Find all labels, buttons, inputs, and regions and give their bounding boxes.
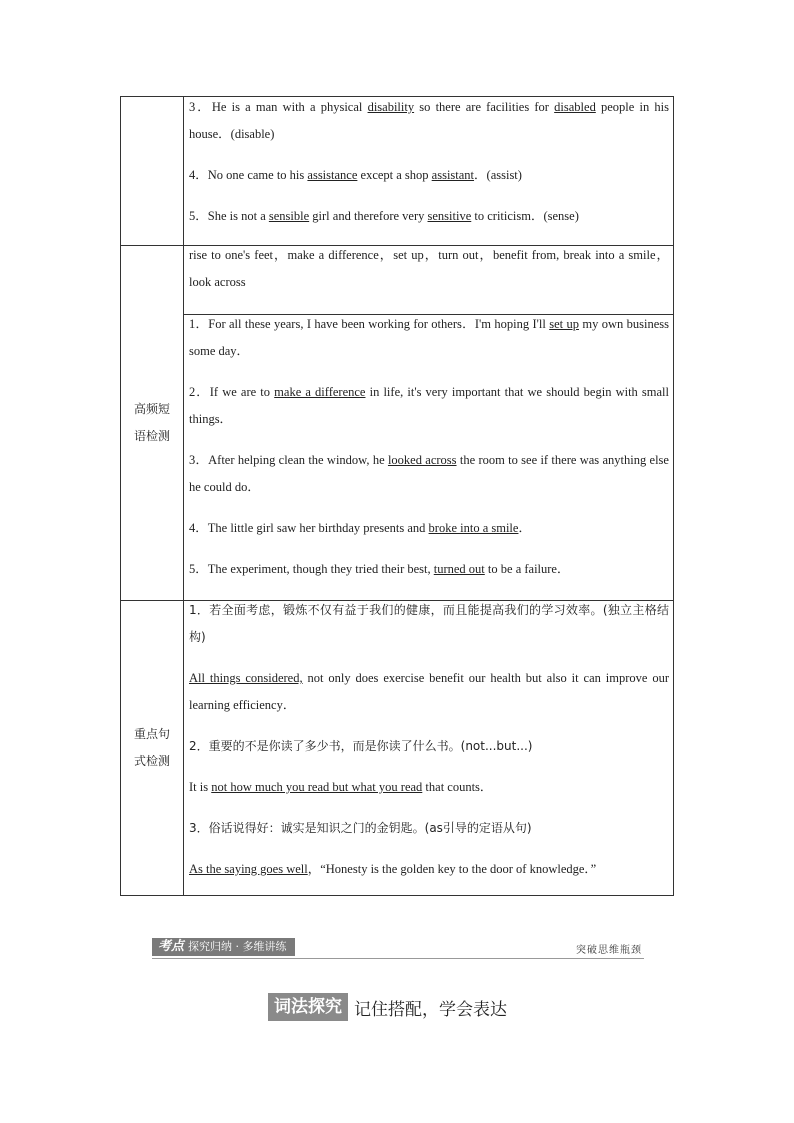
phrase-section-label: 高频短语检测 bbox=[133, 401, 170, 443]
sentence-answer: It is not how much you read but what you read that counts． bbox=[189, 780, 493, 794]
vocab-item: 3．He is a man with a physical disability so there are facilities for disabled people in his house．(disable) bbox=[189, 100, 669, 141]
vocab-item: 4．No one came to his assistance except a shop assistant．(assist) bbox=[189, 168, 522, 182]
sentence-section-label: 重点句式检测 bbox=[133, 727, 170, 768]
word-bank-text: rise to one's feet，make a difference，set up，turn out，benefit from, break into a smile，look across bbox=[189, 248, 669, 289]
sentence-prompt: 2．重要的不是你读了多少书，而是你读了什么书。(not...but...) bbox=[189, 739, 533, 753]
answer-blank: All things considered, bbox=[189, 671, 303, 685]
answer-blank: make a difference bbox=[274, 385, 366, 399]
answer-blank: assistant bbox=[431, 168, 475, 182]
sentence-answer: As the saying goes well，“Honesty is the golden key to the door of knowledge．” bbox=[189, 862, 597, 876]
answer-blank: not how much you read but what you read bbox=[211, 780, 423, 794]
answer-blank: disabled bbox=[554, 100, 596, 114]
answer-blank: As the saying goes well bbox=[189, 862, 308, 876]
answer-blank: sensitive bbox=[427, 209, 472, 223]
word-bank bbox=[189, 245, 669, 296]
phrase-items bbox=[189, 314, 669, 583]
sentence-items bbox=[189, 600, 669, 883]
phrase-item: 4．The little girl saw her birthday presents and broke into a smile． bbox=[189, 521, 531, 535]
section-subtitle: 记住搭配，学会表达 bbox=[354, 999, 507, 1020]
exercise-table bbox=[120, 96, 674, 896]
sentence-answer: All things considered, not only does exercise benefit our health but also it can improve our learning efficiency． bbox=[189, 671, 669, 712]
section-banner bbox=[152, 936, 644, 962]
banner-right-text: 突破思维瓶颈 bbox=[576, 945, 642, 956]
vocab-item: 5．She is not a sensible girl and therefore very sensitive to criticism．(sense) bbox=[189, 209, 579, 223]
section-header bbox=[268, 993, 507, 1023]
sentence-prompt: 3．俗话说得好：诚实是知识之门的金钥匙。(as引导的定语从句) bbox=[189, 821, 532, 835]
phrase-item: 3．After helping clean the window, he looked across the room to see if there was anything else he could do． bbox=[189, 453, 669, 494]
answer-blank: looked across bbox=[387, 453, 457, 467]
answer-blank: sensible bbox=[268, 209, 310, 223]
sentence-prompt: 1．若全面考虑，锻炼不仅有益于我们的健康，而且能提高我们的学习效率。(独立主格结构) bbox=[189, 603, 669, 644]
column-divider bbox=[183, 97, 184, 895]
section-title: 词法探究 bbox=[268, 993, 348, 1021]
banner-tag: 考点 探究归纳 · 多维讲练 bbox=[152, 938, 295, 956]
answer-blank: broke into a smile bbox=[428, 521, 519, 535]
banner-rule bbox=[152, 958, 644, 959]
phrase-item: 2．If we are to make a difference in life, it's very important that we should begin with small things． bbox=[189, 385, 669, 426]
answer-blank: assistance bbox=[307, 168, 358, 182]
answer-blank: disability bbox=[367, 100, 415, 114]
answer-blank: turned out bbox=[433, 562, 485, 576]
phrase-item: 1．For all these years, I have been working for others．I'm hoping I'll set up my own business some day． bbox=[189, 317, 669, 358]
answer-blank: set up bbox=[549, 317, 579, 331]
vocab-cell bbox=[189, 97, 669, 230]
phrase-item: 5．The experiment, though they tried their best, turned out to be a failure． bbox=[189, 562, 570, 576]
